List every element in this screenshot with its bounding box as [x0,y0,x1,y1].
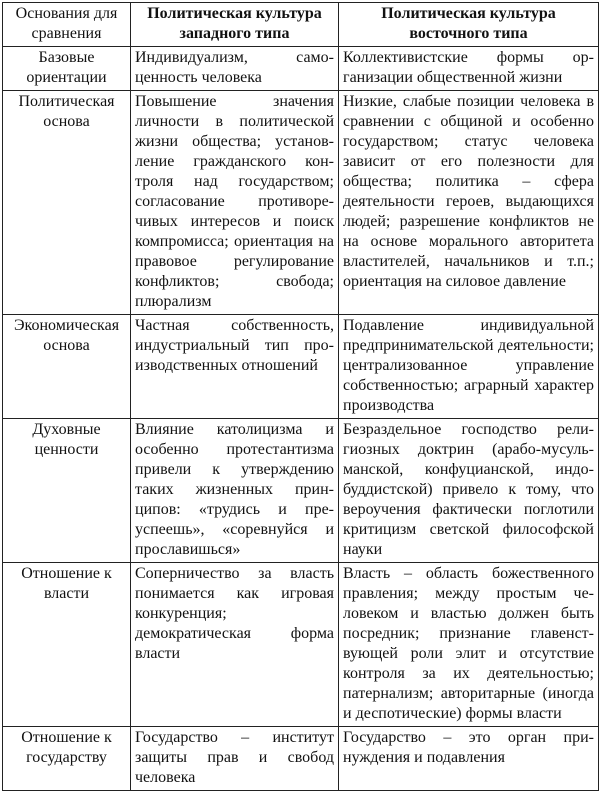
row-criterion: Духовные ценности [3,419,131,563]
row-western: Частная собственность, индустриальный тип производственных отношений [131,315,339,419]
row-criterion: Экономическая основа [3,315,131,419]
header-western: Политическая культура западного типа [131,3,339,47]
table-row [3,419,599,563]
row-western: Индивидуализм, самоценность человека [131,47,339,91]
row-western: Соперничество за власть понимается как игровая конкуренция; демократическая форма власти [131,563,339,727]
row-western: Повышение значения личности в политической жизни общества; установление гражданского контроля над государством; согласование противоречивых интересов и поиск компромисса; ориентация на правовое регулирование конфликтов; свобода; плюрализм [131,91,339,315]
row-eastern: Власть – область божественного правления; между простым человеком и властью должен быть посредник; признание главенствующей роли элит и отсутствие контроля за их деятельностью; патернализм; авторитарные (иногда и деспотические) формы власти [339,563,599,727]
row-eastern: Подавление индивидуальной предпринимательской деятельности; централизованное управление собственностью; аграрный характер производства [339,315,599,419]
row-eastern: Безраздельное господство религиозных доктрин (арабо-мусульманской, конфуцианской, индобуддистской) привело к тому, что вероучения фактически поглотили критицизм светской философской науки [339,419,599,563]
row-criterion: Отношение к государству [3,727,131,791]
table-row [3,315,599,419]
header-eastern: Политическая культура восточного типа [339,3,599,47]
row-criterion: Отношение к власти [3,563,131,727]
row-criterion: Политическая основа [3,91,131,315]
table-row [3,727,599,791]
comparison-table [2,2,599,791]
header-criteria: Основания для сравнения [3,3,131,47]
header-row [3,3,599,47]
row-western: Влияние католицизма и особенно протестантизма привели к утверждению таких жизненных принципов: «трудись и преуспеешь», «соревнуйся и прославишься» [131,419,339,563]
table-row [3,91,599,315]
table-row [3,563,599,727]
row-eastern: Государство – это орган принуждения и подавления [339,727,599,791]
row-criterion: Базовые ориентации [3,47,131,91]
row-eastern: Коллективистские формы организации общественной жизни [339,47,599,91]
table-row [3,47,599,91]
row-western: Государство – институт защиты прав и свобод человека [131,727,339,791]
row-eastern: Низкие, слабые позиции человека в сравнении с общиной и особенно государством; статус человека зависит от его полезности для общества; политика – сфера деятельности героев, выдающихся людей; разрешение конфликтов не на основе морального авторитета властителей, начальников и т.п.; ориентация на силовое давление [339,91,599,315]
